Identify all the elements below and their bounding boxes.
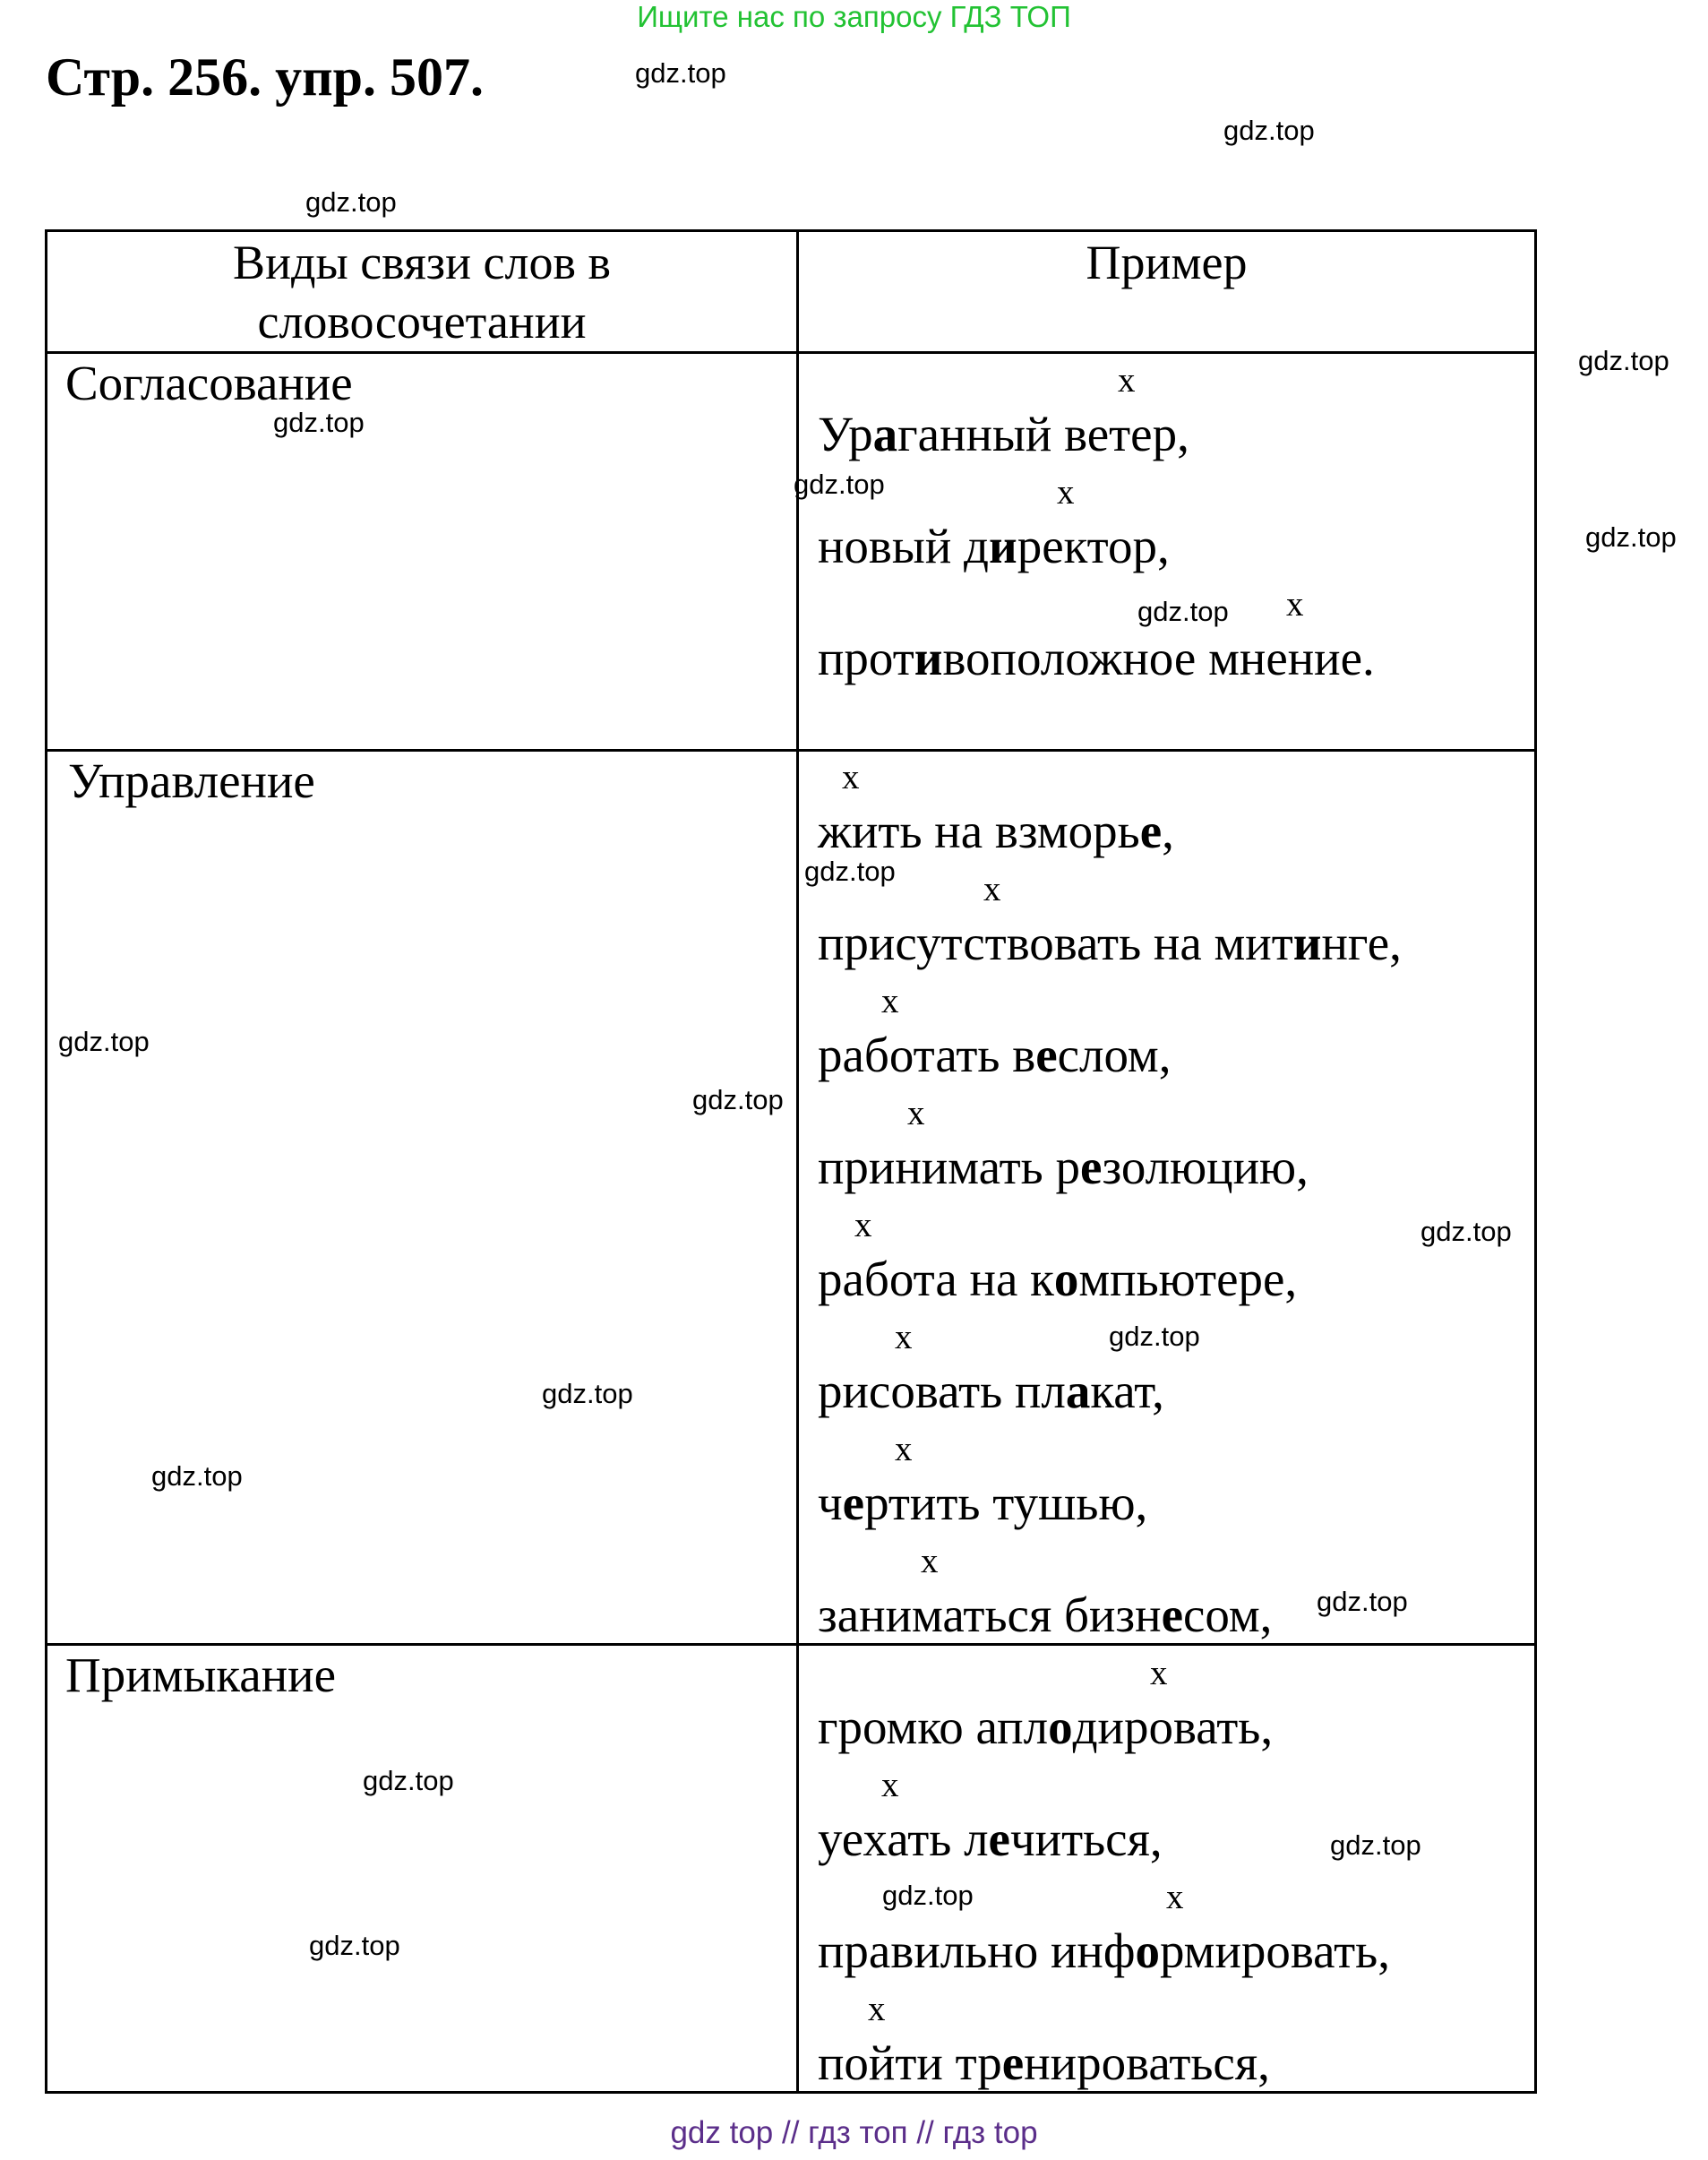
watermark: gdz.top (1420, 1216, 1512, 1247)
example-phrase: пойти тренироваться, (818, 2035, 1270, 2090)
watermark: gdz.top (635, 57, 726, 89)
stress-mark: x (881, 982, 899, 1020)
example-phrase: работа на компьютере, (818, 1252, 1298, 1306)
watermark: gdz.top (58, 1026, 150, 1057)
example-phrase: работать веслом, (818, 1028, 1172, 1082)
stress-mark: x (842, 758, 860, 796)
category-adjunction: Примыкание (65, 1648, 336, 1702)
watermark: gdz.top (804, 856, 896, 887)
example-phrase: противоположное мнение. (818, 631, 1375, 685)
watermark: gdz.top (794, 469, 885, 500)
stress-mark: x (1057, 473, 1075, 512)
table-border-top (45, 229, 1537, 232)
table-row-divider (45, 351, 1537, 354)
table-border-bottom (45, 2091, 1537, 2094)
stress-mark: x (881, 1766, 899, 1804)
watermark: gdz.top (692, 1084, 784, 1115)
watermark: gdz.top (1585, 521, 1677, 553)
stress-mark: x (921, 1542, 939, 1580)
example-phrase: громко аплодировать, (818, 1700, 1274, 1754)
example-phrase: уехать лечиться, (818, 1811, 1163, 1866)
header-types-line2: словосочетании (257, 295, 587, 349)
stress-mark: x (895, 1430, 913, 1468)
table-row-divider (45, 749, 1537, 752)
stress-mark: x (1118, 361, 1136, 400)
footer-links: gdz top // гдз топ // гдз top (670, 2115, 1038, 2150)
watermark: gdz.top (1109, 1321, 1200, 1352)
example-phrase: правильно информировать, (818, 1923, 1390, 1978)
table-row-divider (45, 1643, 1537, 1646)
search-banner: Ищите нас по запросу ГДЗ ТОП (637, 0, 1071, 33)
watermark: gdz.top (273, 407, 365, 438)
header-example: Пример (1086, 236, 1248, 289)
watermark: gdz.top (542, 1378, 633, 1409)
category-government: Управление (68, 753, 315, 808)
example-phrase: принимать резолюцию, (818, 1140, 1309, 1194)
watermark: gdz.top (309, 1930, 400, 1961)
stress-mark: x (868, 1990, 886, 2028)
watermark: gdz.top (882, 1880, 974, 1911)
page-title: Стр. 256. упр. 507. (46, 47, 485, 107)
watermark: gdz.top (151, 1460, 243, 1492)
table-column-divider (796, 229, 799, 2094)
table-border-right (1534, 229, 1537, 2094)
example-phrase: чертить тушью, (818, 1476, 1148, 1530)
watermark: gdz.top (1223, 115, 1315, 146)
watermark: gdz.top (1578, 345, 1669, 376)
watermark: gdz.top (1137, 596, 1229, 627)
table-border-left (45, 229, 47, 2094)
header-types: Виды связи слов в (233, 236, 611, 289)
watermark: gdz.top (305, 186, 397, 218)
category-agreement: Согласование (65, 356, 353, 410)
watermark: gdz.top (1330, 1829, 1421, 1861)
example-phrase: Ураганный ветер, (818, 407, 1189, 461)
stress-mark: x (1166, 1878, 1184, 1916)
watermark: gdz.top (363, 1765, 454, 1796)
stress-mark: x (854, 1206, 872, 1244)
example-phrase: рисовать плакат, (818, 1364, 1164, 1418)
example-phrase: новый директор, (818, 519, 1170, 573)
stress-mark: x (1150, 1654, 1168, 1692)
example-phrase: заниматься бизнесом, (818, 1588, 1273, 1642)
stress-mark: x (907, 1094, 925, 1132)
stress-mark: x (895, 1318, 913, 1356)
watermark: gdz.top (1317, 1586, 1408, 1617)
stress-mark: x (983, 870, 1001, 908)
example-phrase: жить на взморье, (818, 804, 1174, 858)
example-phrase: присутствовать на митинге, (818, 916, 1402, 970)
stress-mark: x (1286, 585, 1304, 624)
